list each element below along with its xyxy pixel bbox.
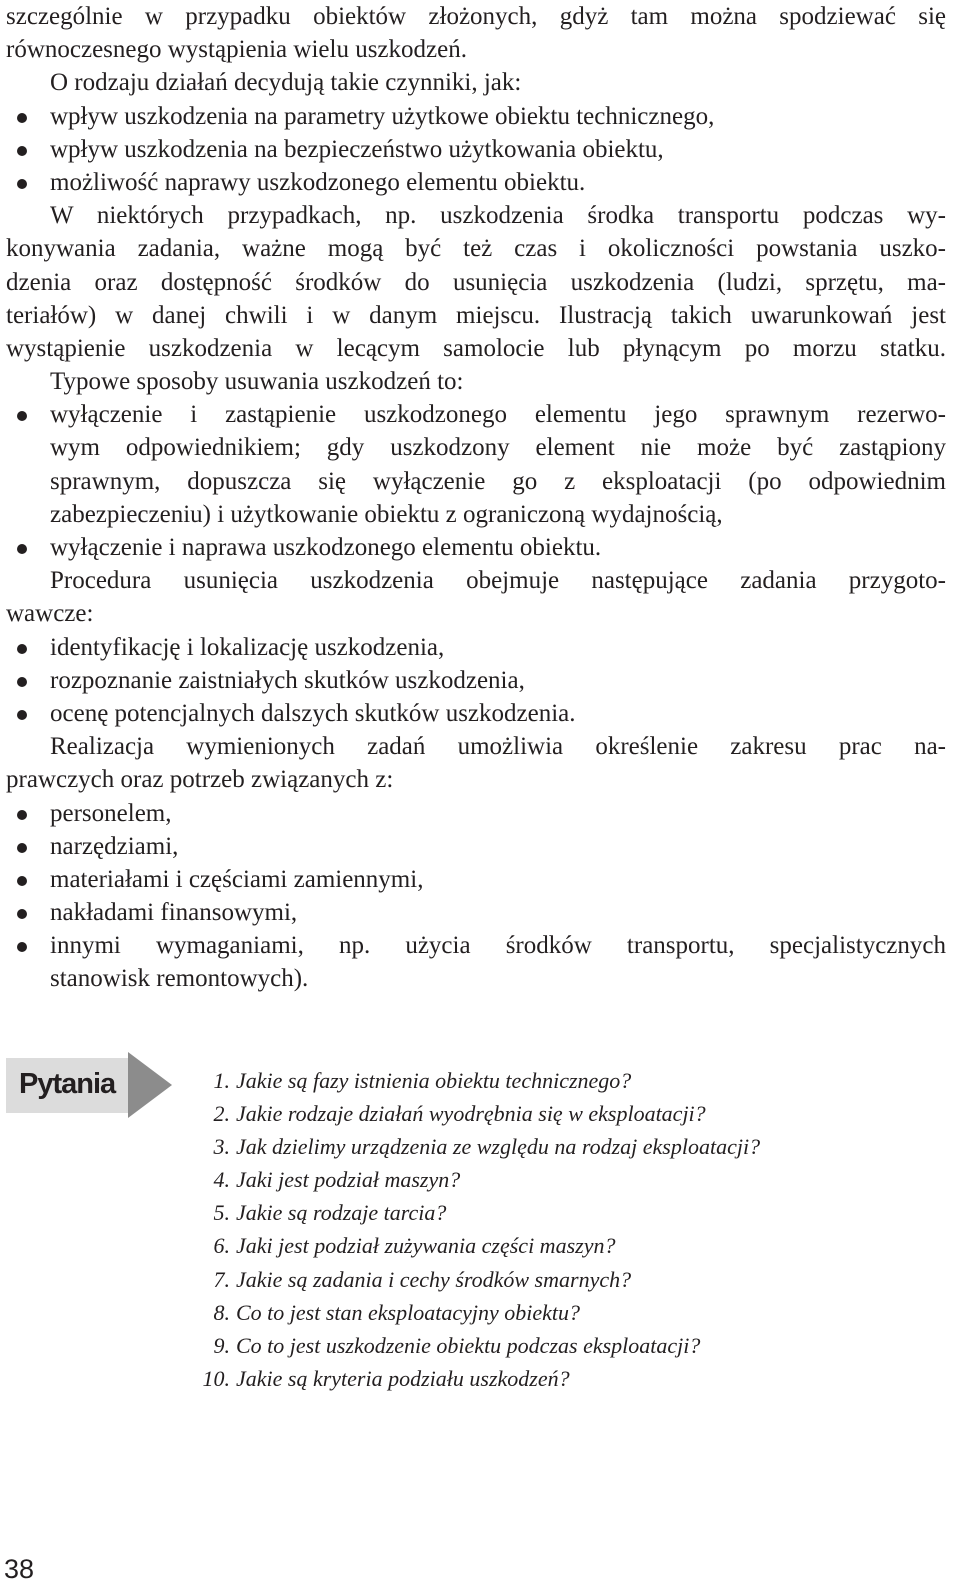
bullet-item bbox=[6, 531, 946, 564]
bullet-item bbox=[6, 100, 946, 133]
question-text: Jakie rodzaje działań wyodrębnia się w eksploatacji? bbox=[236, 1101, 706, 1127]
question-item bbox=[190, 1196, 930, 1229]
line-text: materiałami i częściami zamiennymi, bbox=[50, 865, 424, 893]
question-text: Co to jest uszkodzenie obiektu podczas eksploatacji? bbox=[236, 1332, 701, 1358]
question-item bbox=[190, 1163, 930, 1196]
question-item bbox=[190, 1097, 930, 1130]
bullet-item bbox=[6, 664, 946, 697]
text-line bbox=[6, 0, 946, 33]
question-number: 8. bbox=[213, 1299, 230, 1325]
question-item bbox=[190, 1296, 930, 1329]
questions-label: Pytania bbox=[19, 1068, 116, 1100]
bullet-continuation bbox=[6, 962, 946, 995]
question-text: Co to jest stan eksploatacyjny obiektu? bbox=[236, 1299, 580, 1325]
bullet-icon bbox=[17, 909, 27, 919]
bullet-item bbox=[6, 166, 946, 199]
line-text: ocenę potencjalnych dalszych skutków uszkodzenia. bbox=[50, 699, 576, 727]
question-text: Jaki jest podział zużywania części maszyn? bbox=[236, 1233, 616, 1259]
text-line bbox=[6, 597, 946, 630]
bullet-icon bbox=[17, 942, 27, 952]
bullet-item bbox=[6, 398, 946, 431]
bullet-item bbox=[6, 830, 946, 863]
text-line bbox=[6, 33, 946, 66]
question-item bbox=[190, 1329, 930, 1362]
line-text: wystąpienie uszkodzenia w lecącym samolocie lub płynącym po morzu statku. bbox=[6, 334, 946, 362]
line-text: prawczych oraz potrzeb związanych z: bbox=[6, 766, 394, 794]
bullet-item bbox=[6, 133, 946, 166]
bullet-icon bbox=[17, 710, 27, 720]
line-text: wawcze: bbox=[6, 600, 94, 628]
question-item bbox=[190, 1263, 930, 1296]
page-body bbox=[6, 0, 946, 996]
question-item bbox=[190, 1130, 930, 1163]
bullet-icon bbox=[17, 644, 27, 654]
line-text: O rodzaju działań decydują takie czynniki, jak: bbox=[50, 69, 522, 97]
line-text: innymi wymaganiami, np. użycia środków transportu, specjalistycznych bbox=[50, 932, 946, 960]
question-number: 6. bbox=[213, 1233, 230, 1259]
question-text: Jakie są fazy istnienia obiektu technicznego? bbox=[236, 1068, 632, 1093]
questions-label-box bbox=[6, 1058, 128, 1113]
bullet-item bbox=[6, 896, 946, 929]
bullet-icon bbox=[17, 810, 27, 820]
bullet-item bbox=[6, 863, 946, 896]
bullet-continuation bbox=[6, 431, 946, 464]
text-line bbox=[6, 232, 946, 265]
question-item bbox=[190, 1064, 930, 1097]
question-text: Jak dzielimy urządzenia ze względu na rodzaj eksploatacji? bbox=[236, 1134, 761, 1160]
line-text: nakładami finansowymi, bbox=[50, 899, 298, 927]
bullet-item bbox=[6, 929, 946, 962]
question-number: 10. bbox=[202, 1365, 230, 1391]
arrow-right-icon bbox=[128, 1052, 172, 1118]
bullet-icon bbox=[17, 179, 27, 189]
line-text: możliwość naprawy uszkodzonego elementu obiektu. bbox=[50, 168, 586, 196]
question-text: Jakie są rodzaje tarcia? bbox=[236, 1200, 447, 1226]
line-text: wym odpowiednikiem; gdy uszkodzony element nie może być zastąpiony bbox=[50, 434, 946, 462]
line-text: narzędziami, bbox=[50, 832, 179, 860]
paragraph-first-line bbox=[6, 365, 946, 398]
bullet-icon bbox=[17, 677, 27, 687]
line-text: Procedura usunięcia uszkodzenia obejmuje następujące zadania przygoto- bbox=[50, 567, 946, 595]
line-text: personelem, bbox=[50, 799, 172, 827]
bullet-item bbox=[6, 697, 946, 730]
page-number: 38 bbox=[4, 1554, 35, 1584]
text-line bbox=[6, 299, 946, 332]
question-text: Jakie są kryteria podziału uszkodzeń? bbox=[236, 1365, 570, 1391]
line-text: wyłączenie i naprawa uszkodzonego elementu obiektu. bbox=[50, 534, 602, 561]
line-text: rozpoznanie zaistniałych skutków uszkodzenia, bbox=[50, 666, 525, 694]
line-text: stanowisk remontowych). bbox=[50, 965, 309, 993]
paragraph-first-line bbox=[6, 66, 946, 99]
line-text: zabezpieczeniu) i użytkowanie obiektu z ograniczoną wydajnością, bbox=[50, 500, 723, 528]
bullet-icon bbox=[17, 411, 27, 421]
question-text: Jakie są zadania i cechy środków smarnych? bbox=[236, 1266, 632, 1292]
line-text: równoczesnego wystąpienia wielu uszkodzeń. bbox=[6, 36, 467, 64]
question-number: 2. bbox=[213, 1101, 230, 1127]
question-number: 9. bbox=[213, 1332, 230, 1358]
line-text: identyfikację i lokalizację uszkodzenia, bbox=[50, 633, 445, 661]
line-text: konywania zadania, ważne mogą być też czas i okoliczności powstania uszko- bbox=[6, 235, 946, 263]
text-line bbox=[6, 763, 946, 796]
line-text: szczególnie w przypadku obiektów złożonych, gdyż tam można spodziewać się bbox=[6, 3, 946, 30]
line-text: wpływ uszkodzenia na bezpieczeństwo użytkowania obiektu, bbox=[50, 135, 664, 163]
bullet-continuation bbox=[6, 498, 946, 531]
paragraph-first-line bbox=[6, 199, 946, 232]
line-text: Realizacja wymienionych zadań umożliwia określenie zakresu prac na- bbox=[50, 733, 946, 761]
paragraph-first-line bbox=[6, 564, 946, 597]
line-text: W niektórych przypadkach, np. uszkodzenia środka transportu podczas wy- bbox=[50, 202, 946, 230]
body-text bbox=[6, 0, 946, 996]
bullet-icon bbox=[17, 843, 27, 853]
line-text: wyłączenie i zastąpienie uszkodzonego elementu jego sprawnym rezerwo- bbox=[50, 401, 946, 429]
line-text: wpływ uszkodzenia na parametry użytkowe obiektu technicznego, bbox=[50, 102, 715, 130]
bullet-icon bbox=[17, 876, 27, 886]
question-item bbox=[190, 1229, 930, 1262]
bullet-item bbox=[6, 797, 946, 830]
questions-list bbox=[190, 1064, 930, 1395]
bullet-continuation bbox=[6, 465, 946, 498]
paragraph-first-line bbox=[6, 730, 946, 763]
question-text: Jaki jest podział maszyn? bbox=[236, 1167, 461, 1193]
question-number: 3. bbox=[213, 1134, 230, 1160]
text-line bbox=[6, 332, 946, 365]
line-text: teriałów) w danej chwili i w danym miejscu. Ilustracją takich uwarunkowań jest bbox=[6, 301, 946, 329]
line-text: Typowe sposoby usuwania uszkodzeń to: bbox=[50, 368, 464, 396]
question-item bbox=[190, 1362, 930, 1395]
question-number: 5. bbox=[213, 1200, 230, 1226]
bullet-icon bbox=[17, 113, 27, 123]
line-text: dzenia oraz dostępność środków do usunięcia uszkodzenia (ludzi, sprzętu, ma- bbox=[6, 268, 946, 296]
text-line bbox=[6, 266, 946, 299]
question-number: 7. bbox=[213, 1266, 230, 1292]
bullet-icon bbox=[17, 544, 27, 554]
line-text: sprawnym, dopuszcza się wyłączenie go z eksploatacji (po odpowiednim bbox=[50, 467, 946, 495]
bullet-item bbox=[6, 631, 946, 664]
question-number: 4. bbox=[213, 1167, 230, 1193]
bullet-icon bbox=[17, 146, 27, 156]
question-number: 1. bbox=[213, 1068, 230, 1093]
